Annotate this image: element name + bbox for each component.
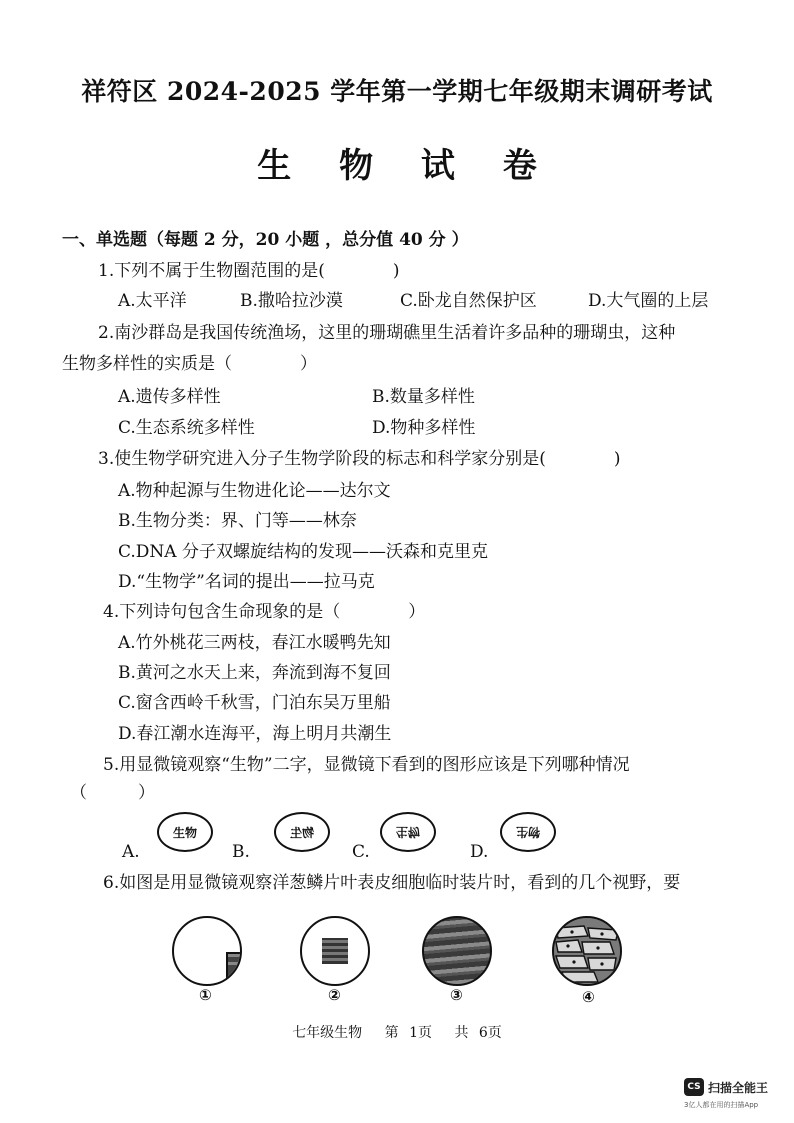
q1-stem: 1.下列不属于生物圈范围的是( ) xyxy=(98,261,400,281)
exam-subtitle: 生 物 试 卷 xyxy=(257,146,555,186)
q5-microscope-image-d: 物生 xyxy=(500,812,556,852)
field-of-view-1-label: ① xyxy=(199,986,212,1004)
field-of-view-1 xyxy=(172,916,242,986)
q2-option-b: B.数量多样性 xyxy=(372,387,475,407)
q1-option-a: A.太平洋 xyxy=(118,291,187,311)
q1-option-b: B.撒哈拉沙漠 xyxy=(240,291,343,311)
camscanner-logo-icon: CS xyxy=(684,1078,704,1096)
q3-stem: 3.使生物学研究进入分子生物学阶段的标志和科学家分别是( ) xyxy=(98,449,621,469)
watermark-app-name: 扫描全能王 xyxy=(708,1081,769,1095)
q1-option-c: C.卧龙自然保护区 xyxy=(400,291,537,311)
page-footer xyxy=(0,1022,794,1042)
q4-option-b: B.黄河之水天上来，奔流到海不复回 xyxy=(118,663,391,683)
field-of-view-4-label: ④ xyxy=(582,988,595,1006)
q5-stem-line1: 5.用显微镜观察“生物”二字，显微镜下看到的图形应该是下列哪种情况 xyxy=(103,755,630,775)
q2-option-a: A.遗传多样性 xyxy=(118,387,221,407)
q3-option-d: D.“生物学”名词的提出——拉马克 xyxy=(118,572,375,592)
q3-option-c: C.DNA 分子双螺旋结构的发现——沃森和克里克 xyxy=(118,542,488,562)
q2-option-d: D.物种多样性 xyxy=(372,418,476,438)
q5-label-b: B. xyxy=(232,842,250,862)
q1-option-d: D.大气圈的上层 xyxy=(588,291,709,311)
field-of-view-2-label: ② xyxy=(328,986,341,1004)
q2-stem-line2: 生物多样性的实质是（ ） xyxy=(62,354,317,374)
field-of-view-3 xyxy=(422,916,492,986)
q4-option-c: C.窗含西岭千秋雪，门泊东吴万里船 xyxy=(118,693,391,713)
q4-option-d: D.春江潮水连海平，海上明月共潮生 xyxy=(118,724,392,744)
scanner-watermark xyxy=(684,1078,790,1114)
section-heading: 一、单选题（每题 2 分，20 小题 ，总分值 40 分 ） xyxy=(62,230,469,250)
q3-option-a: A.物种起源与生物进化论——达尔文 xyxy=(118,481,391,501)
q5-stem-line2: （ ） xyxy=(70,783,155,803)
q5-microscope-image-a: 生物 xyxy=(157,812,213,852)
footer-subject: 七年级生物 xyxy=(292,1025,363,1041)
q5-label-a: A. xyxy=(122,842,140,862)
footer-page-number: 第 1页 xyxy=(384,1025,432,1041)
q5-microscope-image-b: 物生 xyxy=(274,812,330,852)
q2-option-c: C.生态系统多样性 xyxy=(118,418,255,438)
q3-option-b: B.生物分类：界、门等——林奈 xyxy=(118,511,357,531)
field-of-view-4 xyxy=(552,916,622,986)
q5-microscope-image-c: 生物 xyxy=(380,812,436,852)
footer-total-pages: 共 6页 xyxy=(454,1025,502,1041)
q2-stem-line1: 2.南沙群岛是我国传统渔场，这里的珊瑚礁里生活着许多品种的珊瑚虫，这种 xyxy=(98,323,676,343)
exam-title: 祥符区 2024-2025 学年第一学期七年级期末调研考试 xyxy=(81,77,713,106)
q6-stem: 6.如图是用显微镜观察洋葱鳞片叶表皮细胞临时装片时，看到的几个视野，要 xyxy=(103,873,681,893)
field-of-view-3-label: ③ xyxy=(450,986,463,1004)
onion-cells-illustration xyxy=(554,918,620,984)
field-of-view-2 xyxy=(300,916,370,986)
q4-stem: 4.下列诗句包含生命现象的是（ ） xyxy=(103,602,426,622)
q5-label-c: C. xyxy=(352,842,370,862)
q4-option-a: A.竹外桃花三两枝，春江水暖鸭先知 xyxy=(118,633,391,653)
watermark-tagline: 3亿人都在用的扫描App xyxy=(684,1101,759,1109)
q5-label-d: D. xyxy=(470,842,489,862)
